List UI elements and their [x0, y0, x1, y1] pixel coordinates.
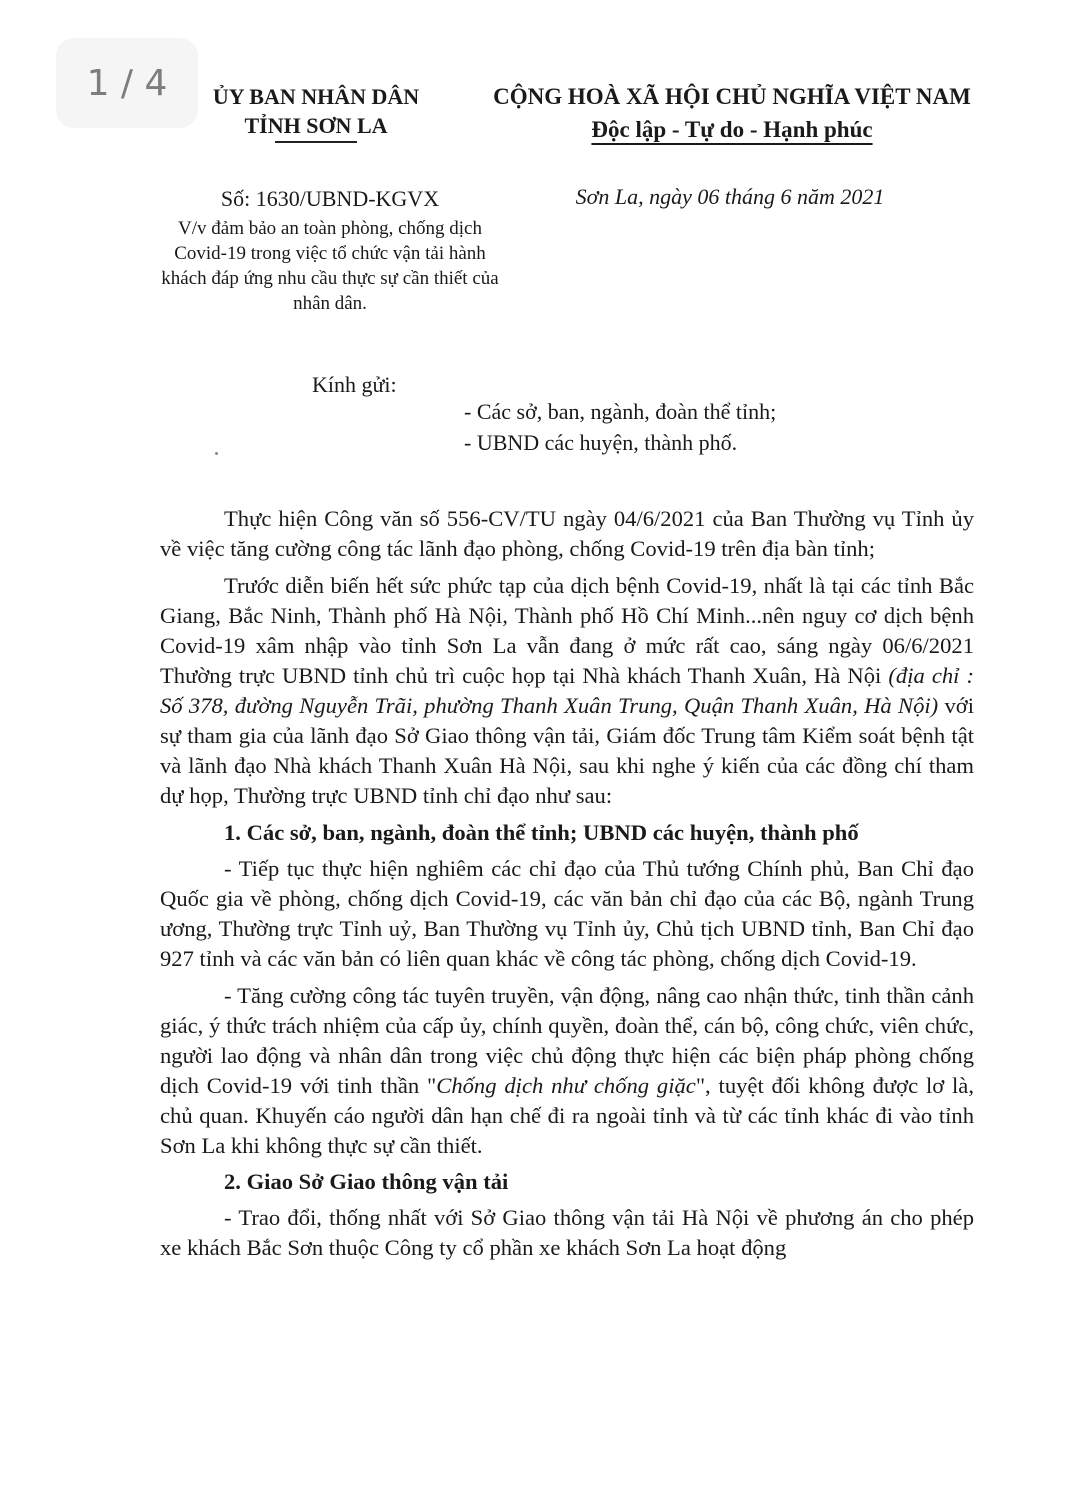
document-body: [160, 504, 974, 1270]
recipients-list: [464, 396, 776, 458]
issuing-agency: [196, 82, 436, 143]
section-1-heading: 1. Các sở, ban, ngành, đoàn thể tỉnh; UBND các huyện, thành phố: [224, 820, 859, 845]
national-motto: Độc lập - Tự do - Hạnh phúc: [591, 117, 873, 142]
place-date: Sơn La, ngày 06 tháng 6 năm 2021: [575, 184, 885, 209]
document-number: Số: 1630/UBND-KGVX: [220, 186, 440, 211]
recipient-item: - UBND các huyện, thành phố.: [464, 430, 738, 455]
paragraph-context: [160, 571, 974, 811]
section-1-item-1: - Tiếp tục thực hiện nghiêm các chỉ đạo của Thủ tướng Chính phủ, Ban Chỉ đạo Quốc gia về phòng, chống dịch Covid-19, các văn bản chỉ đạo của các Bộ, ngành Trung ương, Thường trực Tỉnh uỷ, Ban Thường vụ Tỉnh ủy, Chủ tịch UBND tỉnh, Ban Chỉ đạo 927 tỉnh và các văn bản có liên quan khác về công tác phòng, chống dịch Covid-19.: [160, 856, 974, 971]
recipient-item: - Các sở, ban, ngành, đoàn thể tỉnh;: [464, 399, 777, 424]
paragraph-context-text-b: với sự tham gia của lãnh đạo Sở Giao thông vận tải, Giám đốc Trung tâm Kiểm soát bệnh tật và lãnh đạo Nhà khách Thanh Xuân Hà Nội, sau khi nghe ý kiến của các đồng chí tham dự họp, Thường trực UBND tỉnh chỉ đạo như sau:: [160, 693, 974, 808]
agency-line-2: TỈNH SƠN LA: [244, 113, 388, 138]
slogan: Chống dịch như chống giặc: [436, 1073, 696, 1098]
scan-speck: [215, 452, 218, 455]
section-1-item-2-text-b: ", tuyệt đối không được lơ là, chủ quan. Khuyến cáo người dân hạn chế đi ra ngoài tỉnh và từ các tỉnh khác đi vào tỉnh Sơn La khi không thực sự cần thiết.: [160, 1073, 974, 1158]
nation-title: CỘNG HOÀ XÃ HỘI CHỦ NGHĨA VIỆT NAM: [493, 84, 971, 109]
page-indicator: 1 / 4: [56, 38, 198, 128]
section-1-item-2-text-a: - Tăng cường công tác tuyên truyền, vận động, nâng cao nhận thức, tinh thần cảnh giác, ý thức trách nhiệm của cấp ủy, chính quyền, đoàn thể, cán bộ, công chức, viên chức, người lao động và nhân dân trong việc chủ động thực hiện các biện pháp phòng chống dịch Covid-19 với tinh thần ": [160, 983, 974, 1098]
section-1-item-2: [160, 981, 974, 1161]
address-note: (địa chỉ : Số 378, đường Nguyễn Trãi, phường Thanh Xuân Trung, Quận Thanh Xuân, Hà Nội): [160, 663, 974, 718]
document-subject: V/v đảm bảo an toàn phòng, chống dịch Covid-19 trong việc tổ chức vận tải hành khách đáp ứng nhu cầu thực sự cần thiết của nhân dân.: [161, 218, 499, 314]
paragraph-context-text-a: Trước diễn biến hết sức phức tạp của dịch bệnh Covid-19, nhất là tại các tỉnh Bắc Giang, Bắc Ninh, Thành phố Hà Nội, Thành phố Hồ Chí Minh...nên nguy cơ dịch bệnh Covid-19 xâm nhập vào tỉnh Sơn La vẫn đang ở mức rất cao, sáng ngày 06/6/2021 Thường trực UBND tỉnh chủ trì cuộc họp tại Nhà khách Thanh Xuân, Hà Nội: [160, 573, 974, 688]
agency-line-1: ỦY BAN NHÂN DÂN: [212, 84, 420, 109]
section-2-item-1: - Trao đổi, thống nhất với Sở Giao thông vận tải Hà Nội về phương án cho phép xe khách Bắc Sơn thuộc Công ty cổ phần xe khách Sơn La hoạt động: [160, 1205, 974, 1260]
recipients-label: Kính gửi:: [312, 372, 397, 397]
paragraph-reference: Thực hiện Công văn số 556-CV/TU ngày 04/6/2021 của Ban Thường vụ Tỉnh ủy về việc tăng cường công tác lãnh đạo phòng, chống Covid-19 trên địa bàn tỉnh;: [160, 506, 974, 561]
national-heading: [472, 80, 992, 146]
agency-underline: [275, 141, 357, 143]
section-2-heading: 2. Giao Sở Giao thông vận tải: [224, 1169, 509, 1194]
